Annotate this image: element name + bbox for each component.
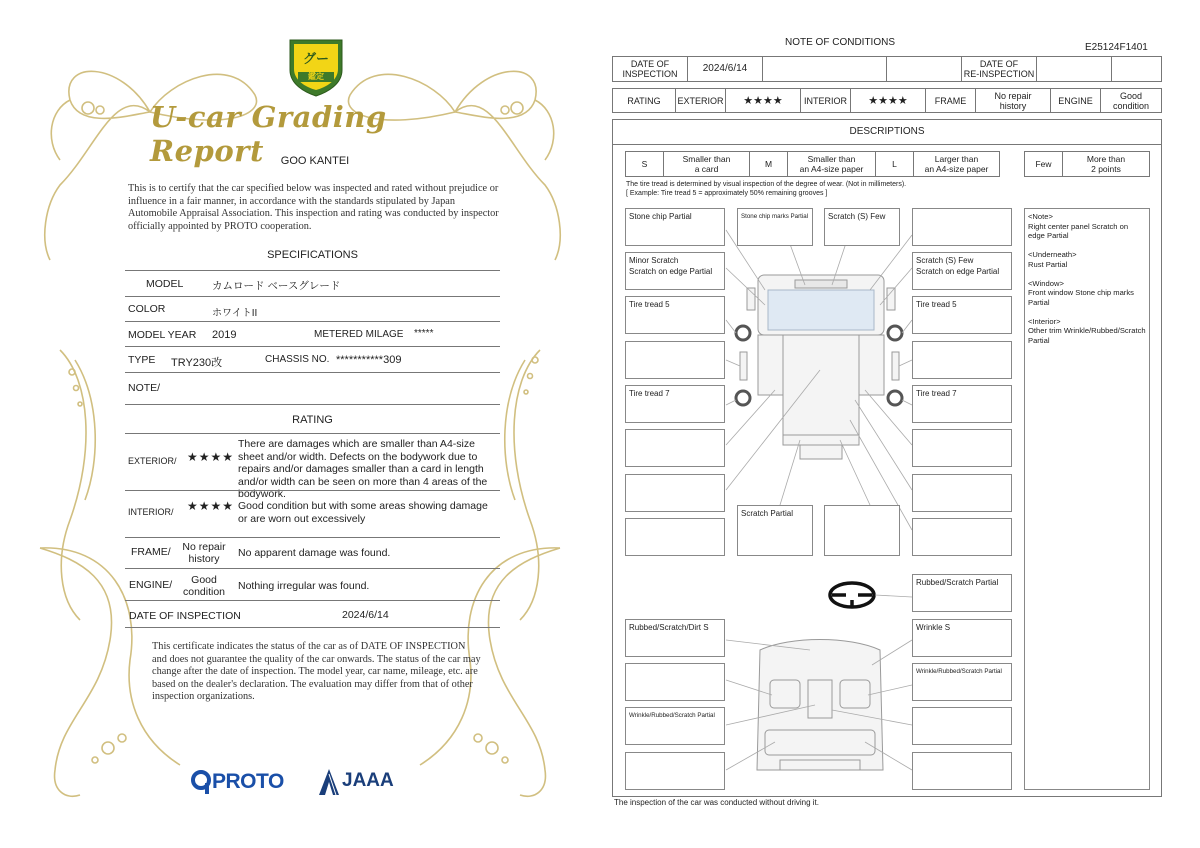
divider [125, 568, 500, 569]
legend-l-line-2: an A4-size paper [924, 164, 989, 174]
callout-box: Scratch Partial [737, 505, 813, 556]
rating-heading: RATING [292, 414, 333, 426]
callout-box [625, 474, 725, 512]
divider [125, 627, 500, 628]
callout-box [912, 474, 1012, 512]
sheet-code: E25124F1401 [1085, 42, 1148, 53]
model-value: カムロード ベースグレード [212, 280, 341, 292]
legend-few-line-1: More than [1086, 154, 1126, 164]
legend-l: L [876, 152, 914, 176]
report-subtitle: GOO KANTEI [280, 155, 350, 167]
callout-box: Tire tread 7 [912, 385, 1012, 423]
callout-box [824, 505, 900, 556]
callout-box: Tire tread 7 [625, 385, 725, 423]
jaaa-logo-icon [318, 768, 340, 796]
color-label: COLOR [128, 303, 166, 315]
callout-line-2: Scratch on edge Partial [629, 267, 713, 276]
metered-milage-label: METERED MILAGE [314, 329, 404, 340]
divider [125, 537, 500, 538]
note-body: Right center panel Scratch on edge Partial [1028, 221, 1129, 241]
legend-s: S [626, 152, 664, 176]
engine-value-line-1: Good [191, 574, 217, 586]
callout-box [912, 252, 1012, 290]
exterior-label: EXTERIOR [676, 89, 726, 112]
interior-stars: ★★★★ [187, 499, 235, 513]
reinsp-label-line-1: DATE OF [979, 59, 1019, 69]
frame-description: No apparent damage was found. [238, 547, 391, 559]
model-year-value: 2019 [212, 329, 237, 341]
legend-m-line-1: Smaller than [807, 154, 856, 164]
legend-m-line-2: an A4-size paper [799, 164, 864, 174]
legend-s-line-1: Smaller than [682, 154, 731, 164]
callout-box: Rubbed/Scratch/Dirt S [625, 619, 725, 657]
window-section [1028, 279, 1146, 308]
model-year-label: MODEL YEAR [128, 329, 197, 341]
interior-section [1028, 317, 1146, 346]
date-label-line-2: INSPECTION [622, 69, 678, 79]
interior-label: INTERIOR [801, 89, 851, 112]
badge-text-bottom: 鑑定 [308, 72, 324, 81]
callout-line-1: Minor Scratch [629, 256, 679, 265]
legend-s-line-2: a card [694, 164, 719, 174]
tire-note-2: [ Example: Tire tread 5 = approximately 50% remaining grooves ] [626, 190, 828, 197]
divider [125, 296, 500, 297]
note-section [1028, 212, 1146, 241]
chassis-value: ***********309 [336, 354, 402, 366]
model-label: MODEL [146, 278, 184, 290]
frame-value-line-1: No repair [994, 90, 1032, 101]
proto-logo-icon [190, 769, 212, 795]
callout-box [912, 518, 1012, 556]
frame-label: FRAME/ [131, 546, 171, 558]
callout-box: Tire tread 5 [912, 296, 1012, 334]
engine-value [176, 575, 232, 598]
color-value: ホワイトII [212, 308, 258, 319]
callout-box [625, 341, 725, 379]
engine-label: ENGINE [1051, 89, 1101, 112]
inspection-footnote: The inspection of the car was conducted without driving it. [614, 798, 819, 807]
badge-text-top: グー [302, 51, 329, 66]
interior-heading: <Interior> [1028, 316, 1061, 326]
callout-box [625, 429, 725, 467]
engine-label: ENGINE/ [129, 579, 173, 591]
notes-panel [1024, 208, 1150, 790]
divider [125, 270, 500, 271]
note-heading: <Note> [1028, 212, 1053, 221]
callout-box [625, 752, 725, 790]
date-of-inspection-value: 2024/6/14 [688, 57, 763, 81]
callout-line-1: Scratch (S) Few [916, 256, 974, 265]
interior-description: Good condition but with some areas showing damage or are worn out excessively [238, 500, 488, 525]
legend-few-line-2: 2 points [1091, 164, 1121, 174]
callout-box [625, 663, 725, 701]
callout-box: Rubbed/Scratch Partial [912, 574, 1012, 612]
legend-l-line-1: Larger than [934, 154, 979, 164]
reinsp-label-line-2: RE-INSPECTION [963, 69, 1035, 79]
window-heading: <Window> [1028, 278, 1064, 288]
frame-value-line-2: history [188, 552, 220, 565]
divider [125, 321, 500, 322]
note-label: NOTE/ [128, 382, 161, 394]
callout-box: Wrinkle/Rubbed/Scratch Partial [625, 707, 725, 745]
callout-box: Stone chip Partial [625, 208, 725, 246]
note-of-conditions-sheet [600, 0, 1200, 848]
exterior-stars: ★★★★ [187, 450, 235, 464]
rating-label: RATING [613, 89, 676, 112]
callout-box [912, 429, 1012, 467]
engine-description: Nothing irregular was found. [238, 580, 370, 592]
frame-value-line-1: No repair [182, 541, 226, 553]
divider [125, 346, 500, 347]
window-body: Front window Stone chip marks Partial [1028, 288, 1134, 307]
interior-stars: ★★★★ [851, 89, 926, 112]
divider [125, 372, 500, 373]
sheet-title: NOTE OF CONDITIONS [785, 37, 895, 48]
divider [125, 490, 500, 491]
callout-box [625, 518, 725, 556]
type-label: TYPE [128, 354, 156, 366]
callout-box [912, 707, 1012, 745]
steering-wheel-icon [830, 583, 874, 607]
date-of-inspection-label: DATE OF INSPECTION [129, 610, 241, 622]
chassis-label: CHASSIS NO. [265, 354, 330, 365]
underneath-body: Rust Partial [1028, 259, 1068, 269]
interior-body: Other trim Wrinkle/Rubbed/Scratch Partial [1028, 326, 1146, 346]
divider [125, 600, 500, 601]
callout-box: Wrinkle/Rubbed/Scratch Partial [912, 663, 1012, 701]
descriptions-heading: DESCRIPTIONS [849, 126, 925, 137]
legend-few: Few [1025, 152, 1063, 176]
tire-note-1: The tire tread is determined by visual inspection of the degree of wear. (Not in millimeters). [626, 181, 907, 188]
date-label-line-1: DATE OF [630, 59, 670, 69]
frame-label: FRAME [926, 89, 976, 112]
callout-box: Stone chip marks Partial [737, 208, 813, 246]
proto-logo: PROTO [212, 770, 284, 793]
engine-value-line-2: condition [1112, 100, 1150, 111]
certificate-intro: This is to certify that the car specified below was inspected and rated without prejudice or influence in a fair manner, in accordance with the standards stipulated by Japan Automobile Appraisal Association. This inspection and rating was conducted by inspector officially appointed by PROTO cooperation. [128, 183, 499, 232]
divider [125, 433, 500, 434]
callout-box [912, 208, 1012, 246]
underneath-heading: <Underneath> [1028, 250, 1077, 260]
specifications-heading: SPECIFICATIONS [267, 249, 358, 261]
underneath-section [1028, 250, 1146, 269]
exterior-label: EXTERIOR/ [128, 456, 177, 466]
certificate-disclaimer: This certificate indicates the status of the car as of DATE OF INSPECTION and does not guarantee the quality of the car onwards. The status of the car may change after the date of inspection. The model year, car name, mileage, etc. are based on the dealer's declaration. The evaluation may differ from that of other inspection organizations. [152, 641, 481, 702]
divider [125, 404, 500, 405]
callout-box [625, 252, 725, 290]
date-of-inspection-value: 2024/6/14 [342, 609, 389, 621]
callout-box [912, 341, 1012, 379]
legend-m: M [750, 152, 788, 176]
callout-box [912, 752, 1012, 790]
exterior-stars: ★★★★ [726, 89, 801, 112]
frame-value [176, 542, 232, 565]
type-value: TRY230改 [171, 357, 223, 369]
callout-line-2: Scratch on edge Partial [916, 267, 1000, 276]
metered-milage-value: ***** [414, 328, 434, 339]
exterior-description: There are damages which are smaller than A4-size sheet and/or width. Defects on the bodywork due to repairs and/or damages smaller than a card in length and/or width can be seen on more than 4 areas of the bodywork. [238, 438, 488, 500]
engine-value-line-2: condition [182, 585, 226, 598]
callout-box: Wrinkle S [912, 619, 1012, 657]
callout-box: Scratch (S) Few [824, 208, 900, 246]
callout-box: Tire tread 5 [625, 296, 725, 334]
interior-label: INTERIOR/ [128, 507, 174, 517]
engine-value-line-1: Good [1119, 90, 1143, 101]
report-title: U-car Grading Report [150, 100, 387, 168]
frame-value-line-2: history [999, 100, 1027, 111]
jaaa-logo: JAAA [342, 770, 394, 791]
